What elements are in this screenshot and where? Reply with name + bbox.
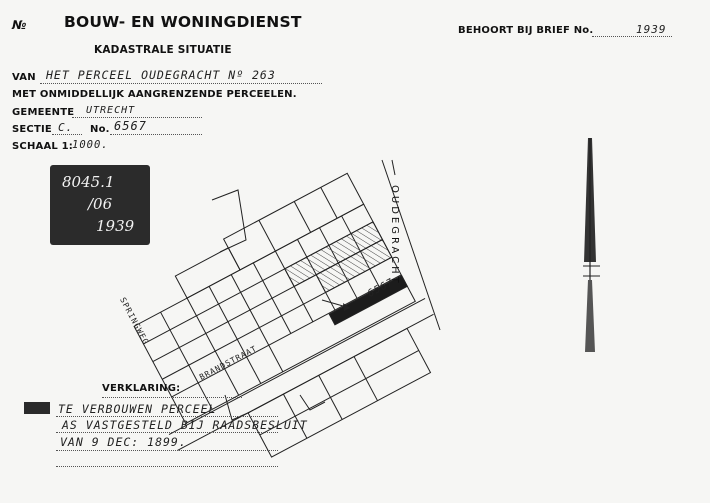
document-title: BOUW- EN WONINGDIENST bbox=[64, 13, 302, 31]
letter-label: BEHOORT BIJ BRIEF No. bbox=[458, 25, 594, 36]
north-arrow bbox=[583, 138, 600, 352]
gemeente-label: GEMEENTE bbox=[12, 107, 75, 118]
verklaring-line-2: AS VASTGESTELD BIJ RAADSBESLUIT bbox=[62, 418, 308, 432]
schaal-value: 1000. bbox=[72, 139, 109, 151]
verklaring-line-1: TE VERBOUWEN PERCEEL bbox=[58, 402, 217, 416]
stamp-line-2: /06 bbox=[88, 195, 113, 213]
van-value: HET PERCEEL OUDEGRACHT Nº 263 bbox=[46, 68, 276, 82]
sectie-label: SECTIE bbox=[12, 124, 52, 135]
verklaring-underline bbox=[102, 397, 242, 398]
verklaring-line-3: VAN 9 DEC: 1899. bbox=[60, 435, 187, 449]
parcel-number-label: 6567 bbox=[366, 276, 396, 300]
van-label: VAN bbox=[12, 72, 36, 83]
legend-swatch bbox=[24, 402, 50, 414]
number-symbol: № bbox=[12, 18, 27, 32]
verklaring-heading: VERKLARING: bbox=[102, 383, 181, 394]
letter-year: 1939 bbox=[636, 23, 667, 36]
verklaring-line-2-dots bbox=[56, 432, 278, 433]
verklaring-line-4-dots bbox=[56, 466, 278, 467]
stamp-line-1: 8045.1 bbox=[62, 173, 115, 191]
street-label-oudegracht: OUDEGRACHT bbox=[389, 185, 400, 286]
verklaring-line-1-dots bbox=[56, 416, 278, 417]
no-label: No. bbox=[90, 124, 110, 135]
no-value: 6567 bbox=[114, 119, 147, 133]
gemeente-value: UTRECHT bbox=[86, 105, 136, 116]
street-label-springweg: SPRINGWEG bbox=[118, 296, 151, 347]
schaal-label: SCHAAL 1: bbox=[12, 141, 73, 152]
document-subtitle: KADASTRALE SITUATIE bbox=[94, 44, 232, 56]
adjacent-text: MET ONMIDDELLIJK AANGRENZENDE PERCEELEN. bbox=[12, 89, 297, 100]
sectie-value: C. bbox=[58, 121, 74, 134]
stamp-line-3: 1939 bbox=[96, 217, 135, 235]
verklaring-line-3-dots bbox=[56, 450, 278, 451]
street-label-brandstraat: BRANDSTRAAT bbox=[198, 343, 259, 382]
